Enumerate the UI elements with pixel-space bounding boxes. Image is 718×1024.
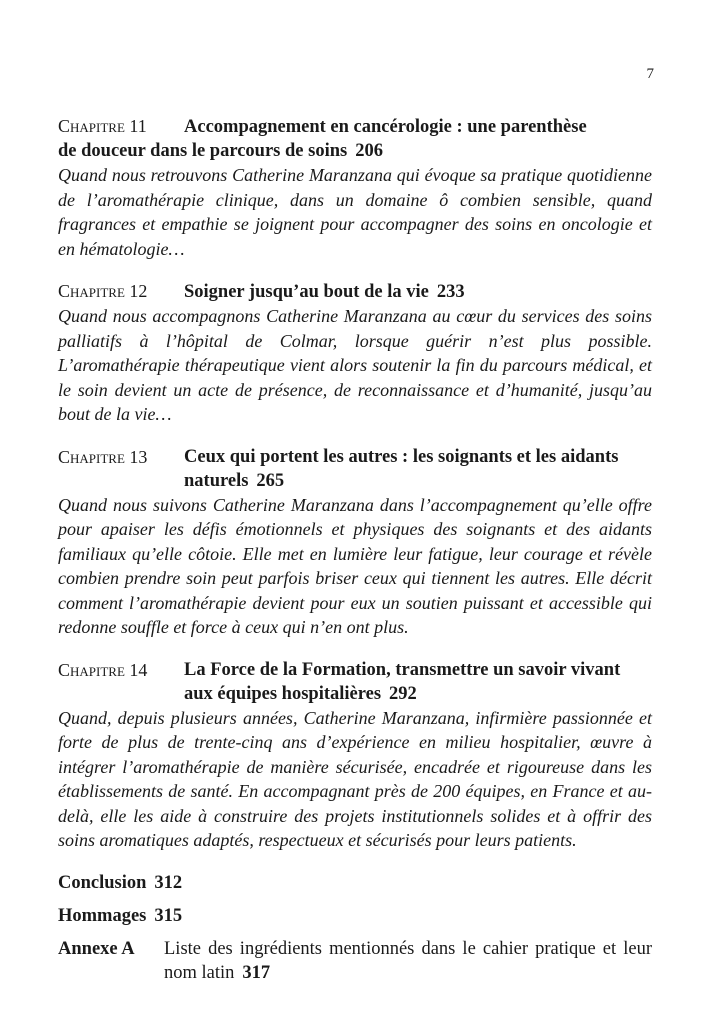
toc-entry-conclusion[interactable] bbox=[58, 871, 652, 895]
annexe-title: Liste des ingrédients mentionnés dans le cahier pratique et leur nom latin bbox=[164, 938, 652, 983]
toc-entry-chapter-13[interactable] bbox=[58, 445, 652, 640]
chapter-label: Chapitre 14 bbox=[58, 659, 148, 680]
chapter-page-ref: 206 bbox=[355, 141, 383, 161]
conclusion-page-ref: 312 bbox=[154, 872, 183, 893]
toc-entry-chapter-14[interactable] bbox=[58, 658, 652, 853]
chapter-heading bbox=[58, 279, 652, 304]
chapter-page-ref: 233 bbox=[436, 282, 465, 302]
hommages-page-ref: 315 bbox=[154, 905, 183, 926]
chapter-heading bbox=[58, 658, 652, 706]
chapter-label: Chapitre 12 bbox=[58, 281, 148, 301]
chapter-description: Quand, depuis plusieurs années, Catherine Maranzana, infirmière passionnée et forte de plus de trente-cinq ans d’expérience en milieu hospitalier, œuvre à intégrer l’aromathérapie de manière sécurisée, encadrée et rigoureuse dans les établissements de santé. En accompagnant près de 200 équipes, en France et au-delà, elle les aide à construire des projets institutionnels solides et à offrir des soins aromatiques adaptés, respectueux et sécurisés pour leurs patients. bbox=[58, 707, 652, 850]
table-of-contents bbox=[58, 114, 652, 985]
annexe-label: Annexe A bbox=[58, 938, 135, 959]
chapter-page-ref: 292 bbox=[389, 683, 417, 704]
page-number: 7 bbox=[646, 66, 654, 82]
toc-entry-annexe-a[interactable] bbox=[58, 937, 652, 985]
annexe-page-ref: 317 bbox=[242, 962, 271, 983]
chapter-title: Soigner jusqu’au bout de la vie bbox=[184, 282, 429, 302]
chapter-title-part2: de douceur dans le parcours de soins bbox=[58, 141, 348, 161]
toc-entry-chapter-11[interactable] bbox=[58, 114, 652, 261]
hommages-label: Hommages bbox=[58, 905, 147, 926]
chapter-description: Quand nous suivons Catherine Maranzana dans l’accompagnement qu’elle offre pour apaiser les défis émotionnels et physiques des soignants et des aidants familiaux qu’elle côtoie. Elle met en lumière leur fatigue, leur courage et révèle combien prendre soin peut parfois briser ceux qui tiennent les autres. Elle décrit comment l’aromathérapie devient pour eux un soutien puissant et accessible qui redonne souffle et force à ceux qui n’en ont plus. bbox=[58, 494, 652, 637]
chapter-title: Ceux qui portent les autres : les soignants et les aidants naturels bbox=[184, 446, 619, 491]
chapter-label: Chapitre 11 bbox=[58, 116, 147, 136]
chapter-heading bbox=[58, 114, 652, 163]
conclusion-label: Conclusion bbox=[58, 872, 147, 893]
toc-entry-hommages[interactable] bbox=[58, 904, 652, 928]
chapter-label: Chapitre 13 bbox=[58, 446, 148, 467]
chapter-description: Quand nous retrouvons Catherine Maranzana qui évoque sa pratique quotidienne de l’aromathérapie clinique, dans un domaine ô combien sensible, quand fragrances et empathie se joignent pour accompagner des soins en oncologie et en hématologie… bbox=[58, 165, 652, 259]
chapter-page-ref: 265 bbox=[256, 470, 285, 491]
chapter-description: Quand nous accompagnons Catherine Maranzana au cœur du services des soins palliatifs à l’hôpital de Colmar, lorsque guérir n’est plus possible. L’aromathérapie thérapeutique vient alors soutenir la fin du parcours médical, et le soin devient un acte de présence, de reconnaissance et d’humanité, jusqu’au bout de la vie… bbox=[58, 306, 652, 424]
chapter-title: La Force de la Formation, transmettre un savoir vivant aux équipes hospitalières bbox=[184, 659, 621, 704]
toc-entry-chapter-12[interactable] bbox=[58, 279, 652, 427]
chapter-heading bbox=[58, 445, 652, 493]
chapter-title-part1: Accompagnement en cancérologie : une parenthèse bbox=[184, 117, 587, 137]
